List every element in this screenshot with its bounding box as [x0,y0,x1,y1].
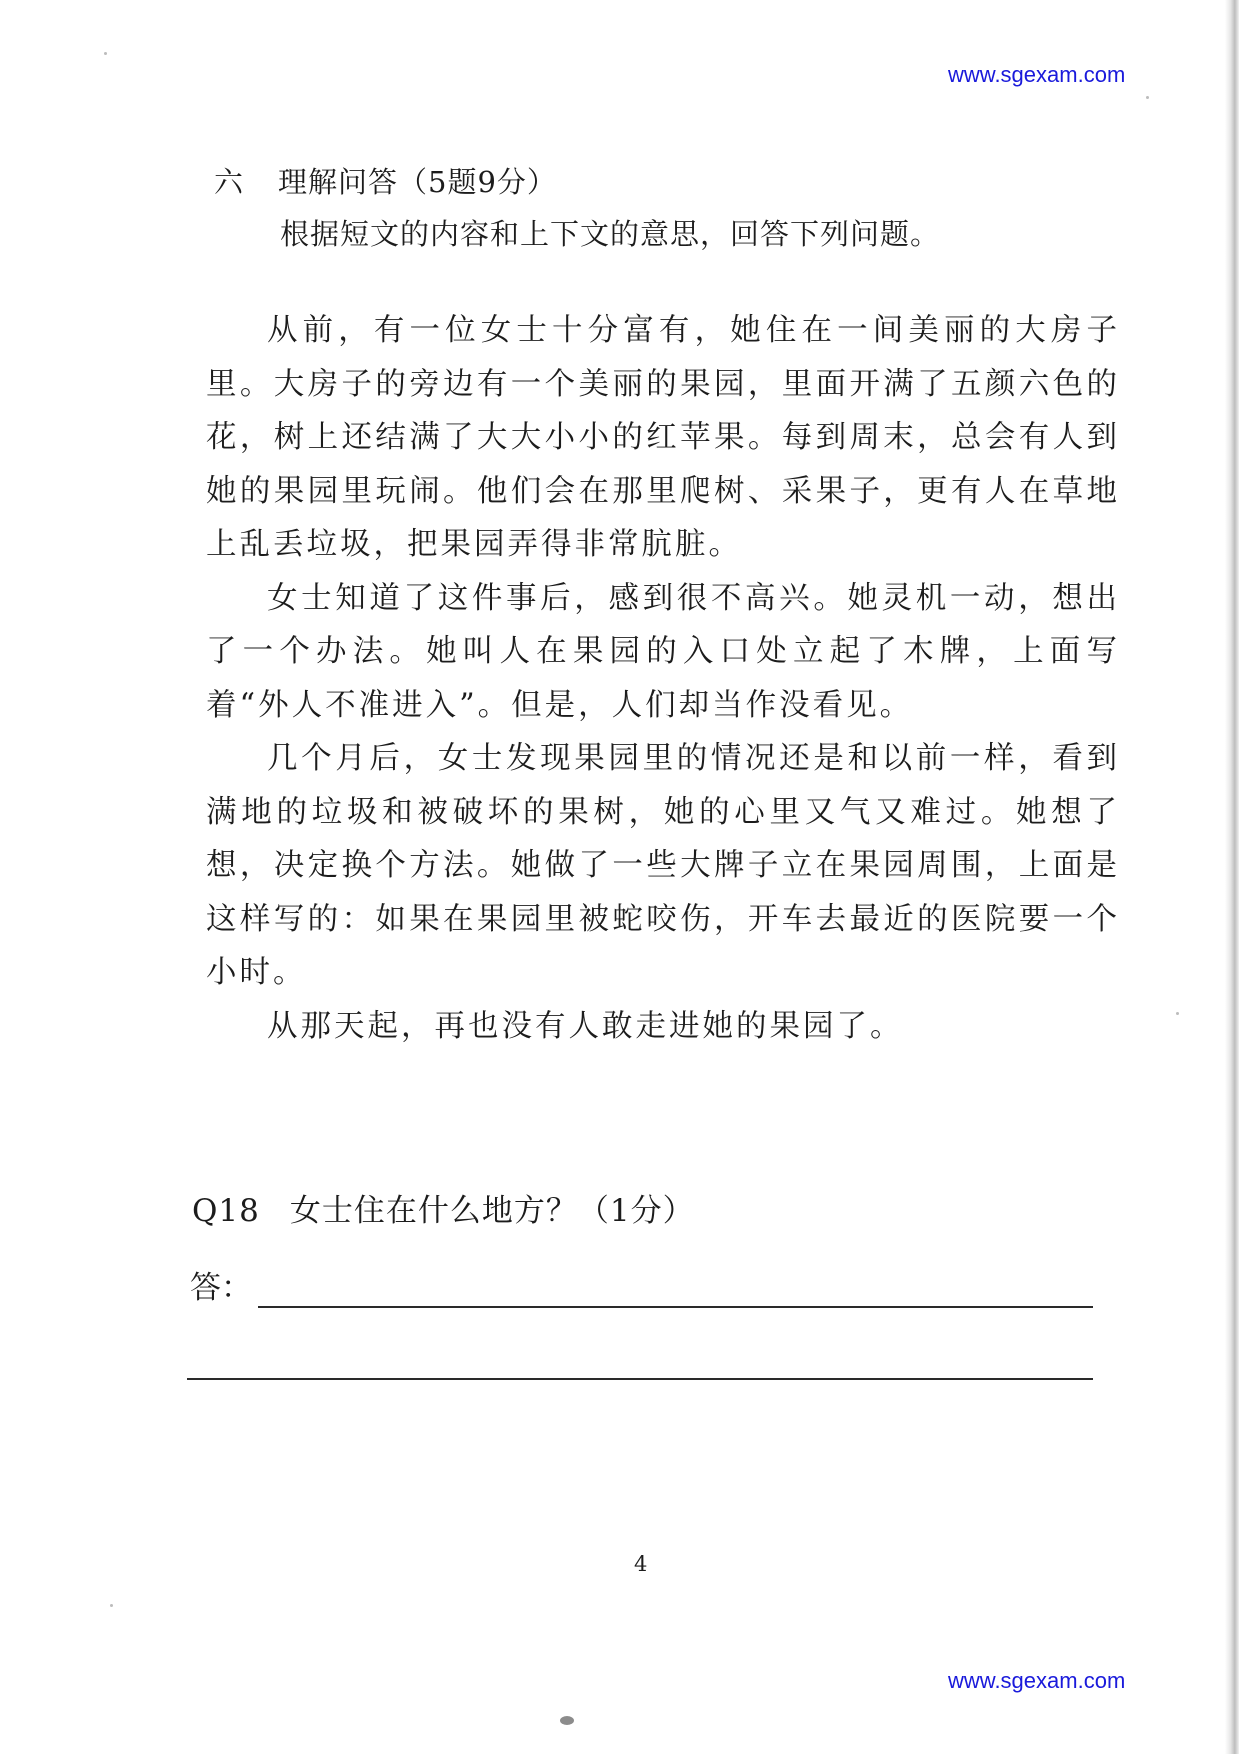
reading-passage [206,304,1120,1053]
answer-label: 答： [190,1270,252,1306]
scan-speck [110,1604,113,1607]
scan-edge [1225,0,1239,1754]
passage-paragraph-2: 女士知道了这件事后，感到很不高兴。她灵机一动，想出了一个办法。她叫人在果园的入口处立起了木牌，上面写着“外人不准进入”。但是，人们却当作没看见。 [206,580,1120,723]
answer-line-2[interactable] [187,1378,1093,1380]
site-link-bottom[interactable]: www.sgexam.com [948,1668,1126,1693]
scan-speck [104,52,107,55]
scan-speck [1146,96,1149,99]
scan-speck [1176,1012,1179,1015]
scan-speck [560,1716,574,1725]
section-heading [214,160,557,201]
question-q18 [192,1185,695,1230]
question-number: Q18 [192,1193,260,1229]
section-instruction: 根据短文的内容和上下文的意思，回答下列问题。 [280,217,941,251]
passage-paragraph-1: 从前，有一位女士十分富有，她住在一间美丽的大房子里。大房子的旁边有一个美丽的果园，里面开满了五颜六色的花，树上还结满了大大小小的红苹果。每到周末，总会有人到她的果园里玩闹。他们会在那里爬树、采果子，更有人在草地上乱丢垃圾，把果园弄得非常肮脏。 [206,313,1120,562]
page-number: 4 [634,1552,648,1576]
question-text: 女士住在什么地方？（1分） [289,1193,695,1229]
answer-line-1[interactable] [258,1306,1093,1308]
passage-paragraph-4: 从那天起，再也没有人敢走进她的果园了。 [267,1008,904,1044]
section-number: 六 [214,165,245,199]
site-link-top[interactable]: www.sgexam.com [948,62,1126,87]
passage-paragraph-3: 几个月后，女士发现果园里的情况还是和以前一样，看到满地的垃圾和被破坏的果树，她的心里又气又难过。她想了想，决定换个方法。她做了一些大牌子立在果园周围，上面是这样写的：如果在果园里被蛇咬伤，开车去最近的医院要一个小时。 [206,741,1120,990]
section-title: 理解问答（5题9分） [278,165,557,199]
